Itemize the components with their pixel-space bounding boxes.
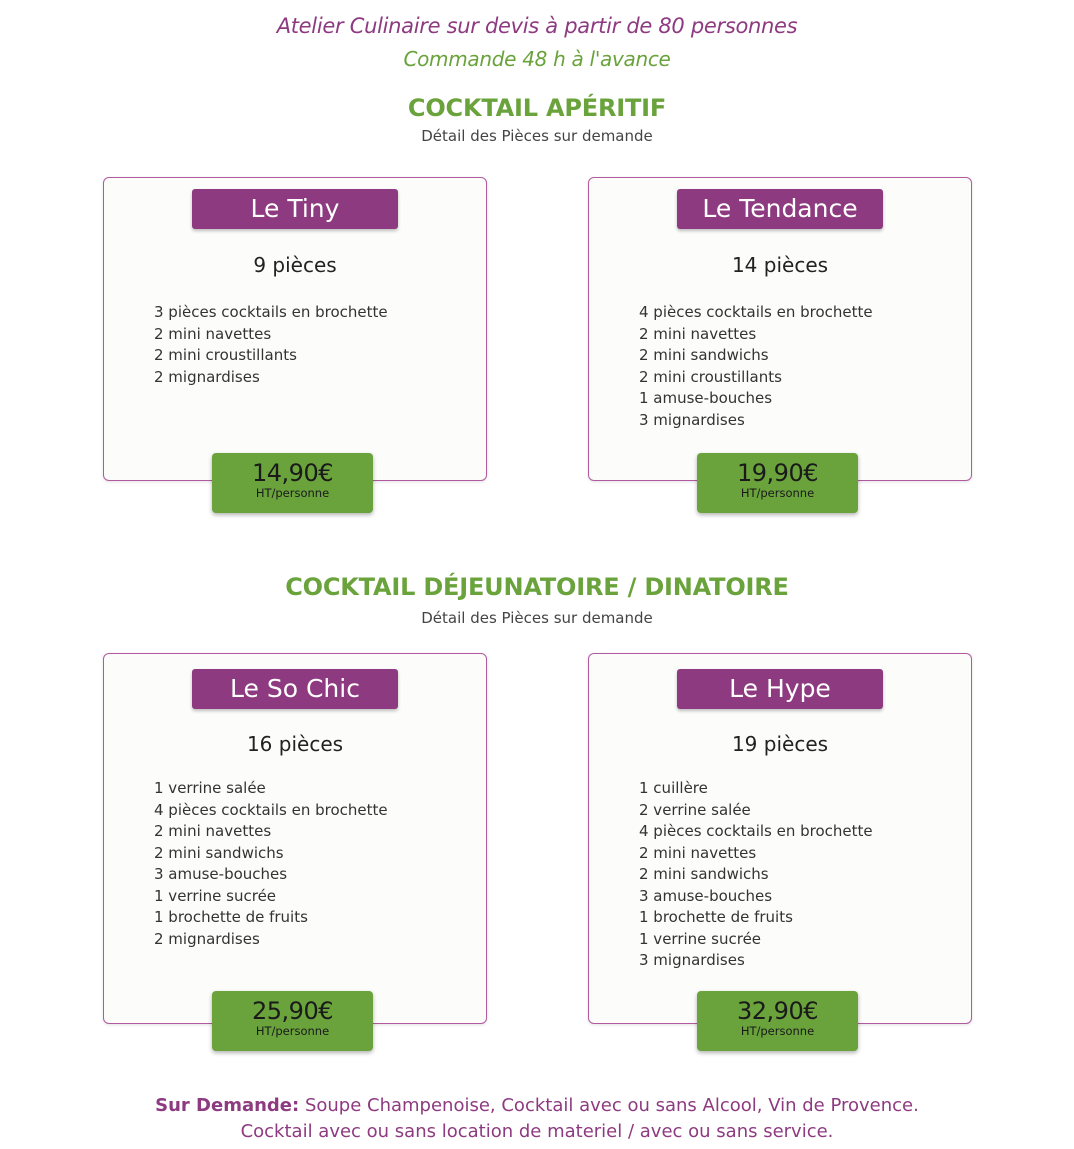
- list-item: 3 mignardises: [639, 951, 745, 969]
- card-item-list: [639, 302, 873, 431]
- price-badge: [697, 453, 858, 513]
- menu-card-hype: [588, 653, 972, 1038]
- price-value: 14,90€: [252, 459, 333, 487]
- section-subtitle-aperitif: Détail des Pièces sur demande: [421, 127, 653, 145]
- card-title: Le Tiny: [192, 189, 398, 229]
- price-badge: [212, 453, 373, 513]
- card-item-list: [154, 302, 388, 388]
- footer-label: Sur Demande:: [155, 1095, 300, 1116]
- price-value: 25,90€: [252, 997, 333, 1025]
- section-title-dejeunatoire: COCKTAIL DÉJEUNATOIRE / DINATOIRE: [285, 573, 789, 601]
- intro-line-1: Atelier Culinaire sur devis à partir de 80 personnes: [276, 14, 798, 38]
- list-item: 1 verrine salée: [154, 779, 266, 797]
- section-title-aperitif: COCKTAIL APÉRITIF: [407, 94, 667, 122]
- card-piece-count: 14 pièces: [731, 253, 829, 277]
- list-item: 2 mini navettes: [154, 822, 272, 840]
- list-item: 1 cuillère: [639, 779, 708, 797]
- price-value: 19,90€: [737, 459, 818, 487]
- section-subtitle-dejeunatoire: Détail des Pièces sur demande: [421, 609, 653, 627]
- list-item: 1 brochette de fruits: [639, 908, 793, 926]
- card-title: Le So Chic: [192, 669, 398, 709]
- footer-line-2: Cocktail avec ou sans location de materiel / avec ou sans service.: [240, 1121, 834, 1142]
- list-item: 2 mignardises: [154, 367, 260, 386]
- list-item: 2 mini sandwichs: [639, 346, 769, 364]
- list-item: 1 verrine sucrée: [639, 929, 762, 948]
- list-item: 2 mini croustillants: [154, 346, 297, 364]
- list-item: 3 amuse-bouches: [639, 886, 773, 905]
- list-item: 2 mignardises: [154, 929, 260, 948]
- card-title: Le Hype: [677, 669, 883, 709]
- price-unit: HT/personne: [740, 1024, 815, 1038]
- list-item: 2 verrine salée: [639, 800, 751, 819]
- footer-line-1: [0, 1095, 1074, 1116]
- list-item: 3 pièces cocktails en brochette: [154, 303, 388, 321]
- card-piece-count: 9 pièces: [253, 253, 337, 277]
- list-item: 2 mini croustillants: [639, 367, 782, 386]
- list-item: 3 amuse-bouches: [154, 865, 288, 883]
- price-badge: [697, 991, 858, 1051]
- list-item: 4 pièces cocktails en brochette: [639, 822, 873, 840]
- list-item: 1 verrine sucrée: [154, 886, 277, 905]
- price-unit: HT/personne: [740, 486, 815, 500]
- card-piece-count: 16 pièces: [246, 732, 344, 756]
- card-piece-count: 19 pièces: [731, 732, 829, 756]
- footer-text-1: Soupe Champenoise, Cocktail avec ou sans Alcool, Vin de Provence.: [299, 1095, 919, 1116]
- price-value: 32,90€: [737, 997, 818, 1025]
- menu-card-tiny: [103, 177, 487, 500]
- list-item: 1 brochette de fruits: [154, 908, 308, 926]
- list-item: 4 pièces cocktails en brochette: [639, 303, 873, 321]
- price-unit: HT/personne: [255, 1024, 330, 1038]
- card-item-list: [154, 778, 388, 950]
- price-badge: [212, 991, 373, 1051]
- list-item: 1 amuse-bouches: [639, 389, 773, 407]
- card-item-list: [639, 778, 873, 972]
- list-item: 2 mini sandwichs: [154, 843, 284, 862]
- list-item: 2 mini navettes: [639, 324, 757, 343]
- list-item: 4 pièces cocktails en brochette: [154, 800, 388, 819]
- intro-line-2: Commande 48 h à l'avance: [403, 47, 671, 71]
- menu-card-so-chic: [103, 653, 487, 1038]
- price-unit: HT/personne: [255, 486, 330, 500]
- list-item: 2 mini sandwichs: [639, 865, 769, 883]
- list-item: 2 mini navettes: [639, 843, 757, 862]
- menu-card-tendance: [588, 177, 972, 500]
- card-title: Le Tendance: [677, 189, 883, 229]
- list-item: 2 mini navettes: [154, 324, 272, 343]
- list-item: 3 mignardises: [639, 410, 745, 429]
